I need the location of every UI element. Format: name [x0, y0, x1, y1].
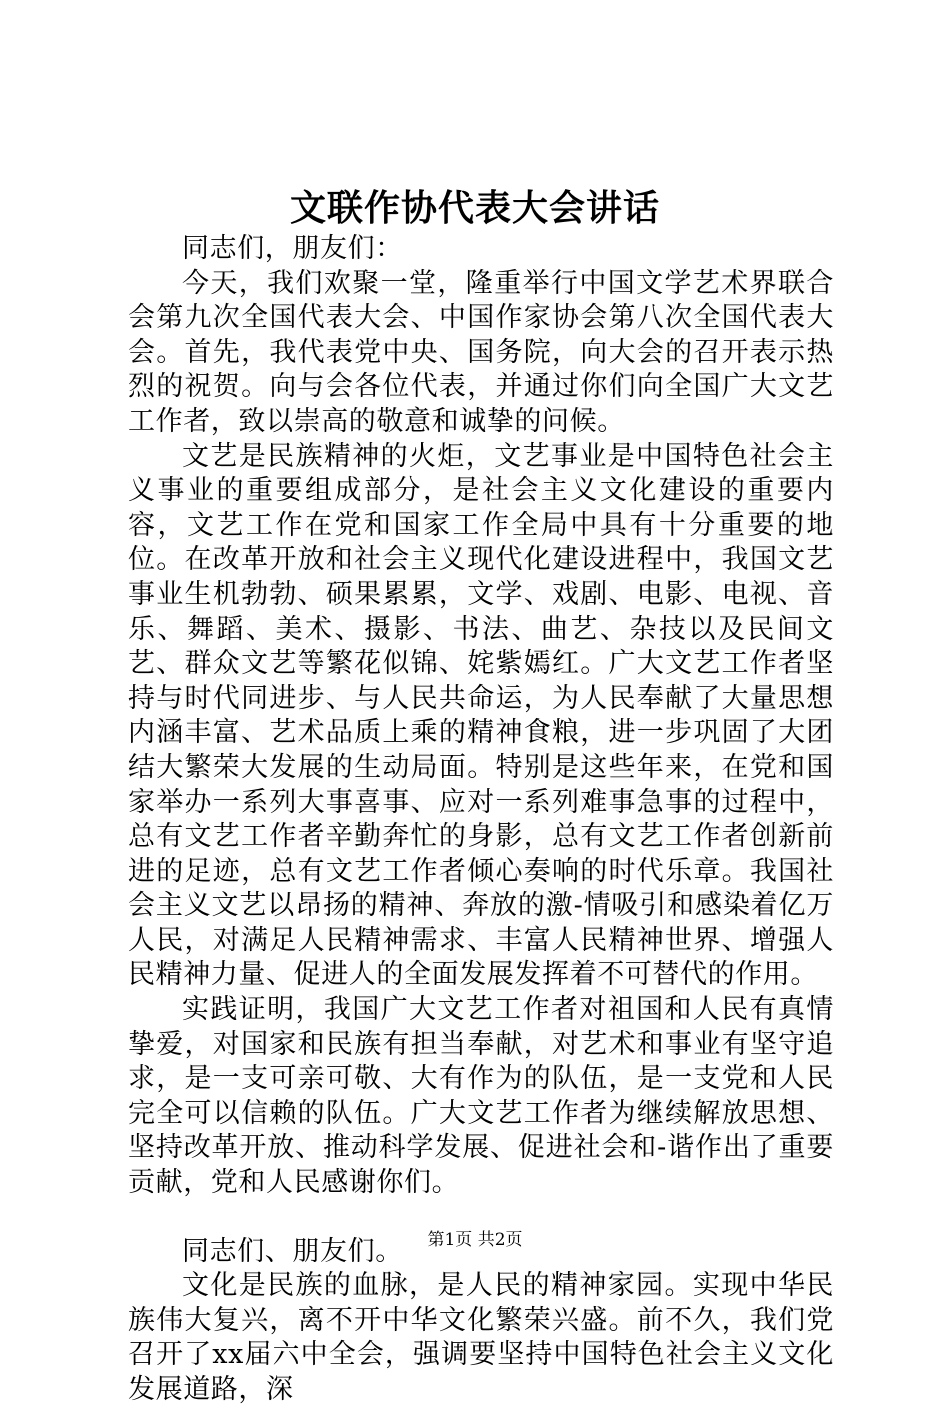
paragraph: 文化是民族的血脉，是人民的精神家园。实现中华民族伟大复兴，离不开中华文化繁荣兴盛。前不久，我们党召开了xx届六中全会，强调要坚持中国特色社会主义文化发展道路，深: [128, 1270, 834, 1405]
page-title: 文联作协代表大会讲话: [289, 187, 660, 229]
salutation: 同志们，朋友们：: [182, 233, 403, 264]
paragraph: 文艺是民族精神的火炬，文艺事业是中国特色社会主义事业的重要组成部分，是社会主义文化建设的重要内容，文艺工作在党和国家工作全局中具有十分重要的地位。在改革开放和社会主义现代化建设进程中，我国文艺事业生机勃勃、硕果累累，文学、戏剧、电影、电视、音乐、舞蹈、美术、摄影、书法、曲艺、杂技以及民间文艺、群众文艺等繁花似锦、姹紫嫣红。广大文艺工作者坚持与时代同进步、与人民共命运，为人民奉献了大量思想内涵丰富、艺术品质上乘的精神食粮，进一步巩固了大团结大繁荣大发展的生动局面。特别是这些年来，在党和国家举办一系列大事喜事、应对一系列难事急事的过程中，总有文艺工作者辛勤奔忙的身影，总有文艺工作者创新前进的足迹，总有文艺工作者倾心奏响的时代乐章。我国社会主义文艺以昂扬的精神、奔放的激-情吸引和感染着亿万人民，对满足人民精神需求、丰富人民精神世界、增强人民精神力量、促进人的全面发展发挥着不可替代的作用。: [128, 440, 834, 991]
page-footer: 第1页 共2页: [427, 1230, 523, 1250]
salutation: 同志们、朋友们。: [182, 1235, 403, 1267]
paragraph: 实践证明，我国广大文艺工作者对祖国和人民有真情挚爱，对国家和民族有担当奉献，对艺术和事业有坚守追求，是一支可亲可敬、大有作为的队伍，是一支党和人民完全可以信赖的队伍。广大文艺工作者为继续解放思想、坚持改革开放、推动科学发展、促进社会和-谐作出了重要贡献，党和人民感谢你们。: [128, 994, 834, 1199]
paragraph: 今天，我们欢聚一堂，隆重举行中国文学艺术界联合会第九次全国代表大会、中国作家协会第八次全国代表大会。首先，我代表党中央、国务院，向大会的召开表示热烈的祝贺。向与会各位代表，并通过你们向全国广大文艺工作者，致以崇高的敬意和诚挚的问候。: [128, 267, 834, 437]
